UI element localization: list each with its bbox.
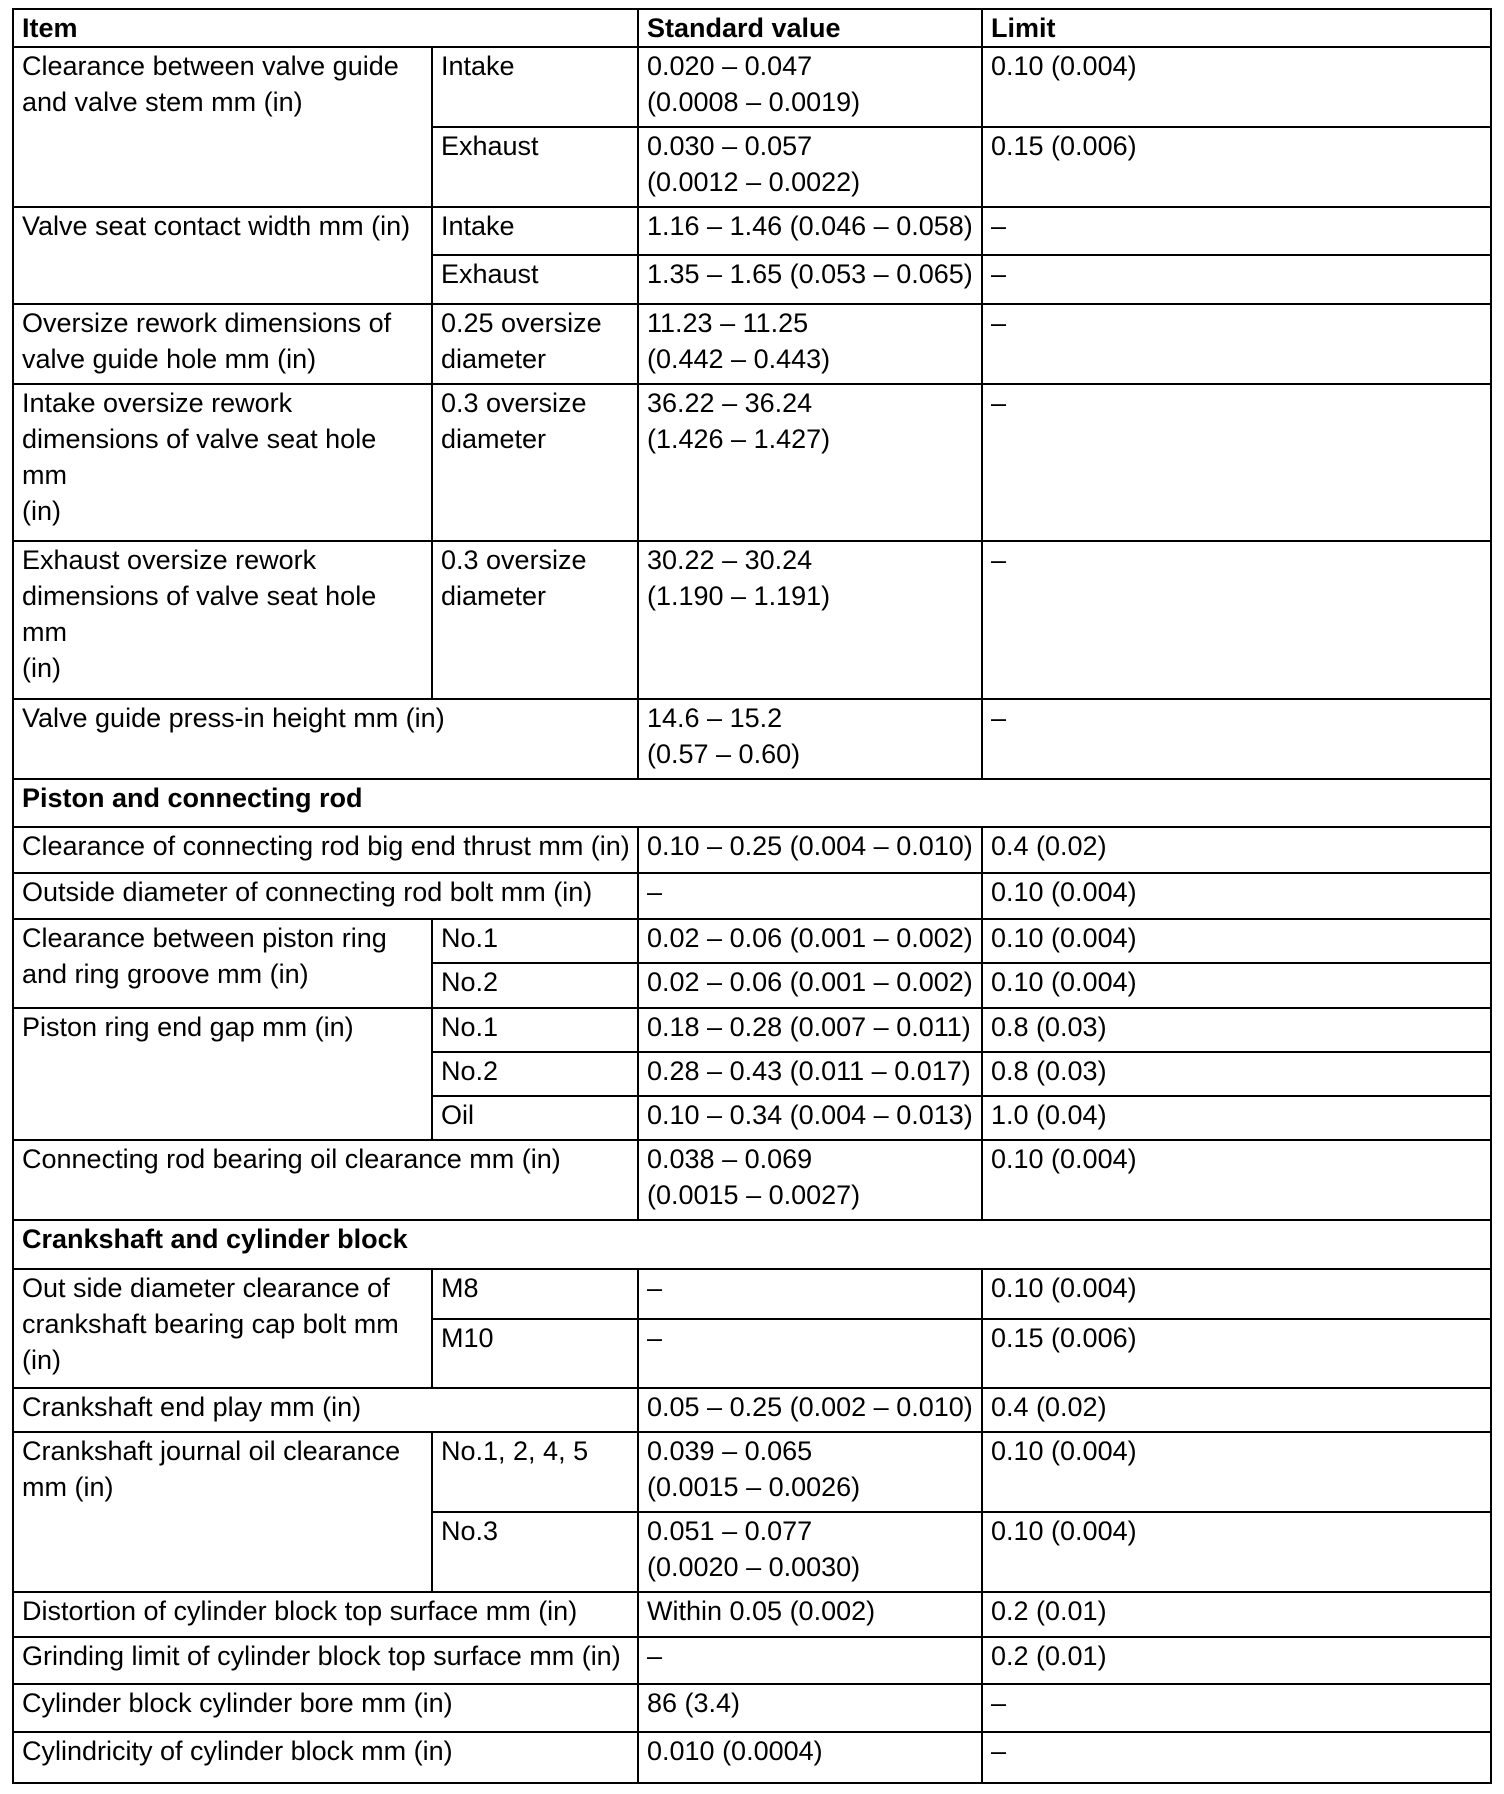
standard-value-cell: – bbox=[638, 1319, 982, 1388]
section-row bbox=[13, 1220, 1491, 1269]
standard-value-cell: 1.16 – 1.46 (0.046 – 0.058) bbox=[638, 207, 982, 256]
sub-item-cell: Oil bbox=[432, 1096, 638, 1140]
table-row bbox=[13, 207, 1491, 256]
limit-cell: 0.15 (0.006) bbox=[982, 1319, 1491, 1388]
limit-cell: 0.10 (0.004) bbox=[982, 873, 1491, 919]
limit-cell: 0.10 (0.004) bbox=[982, 1512, 1491, 1592]
header-limit: Limit bbox=[982, 9, 1491, 47]
section-heading: Piston and connecting rod bbox=[13, 779, 1491, 828]
limit-cell: 0.2 (0.01) bbox=[982, 1592, 1491, 1637]
limit-cell: – bbox=[982, 699, 1491, 779]
table-row bbox=[13, 1592, 1491, 1637]
limit-cell: 0.4 (0.02) bbox=[982, 827, 1491, 872]
standard-value-cell: – bbox=[638, 1637, 982, 1685]
item-cell: Crankshaft end play mm (in) bbox=[13, 1388, 638, 1432]
item-cell: Outside diameter of connecting rod bolt mm (in) bbox=[13, 873, 638, 919]
table-row bbox=[13, 699, 1491, 779]
standard-value-cell: 0.10 – 0.34 (0.004 – 0.013) bbox=[638, 1096, 982, 1140]
limit-cell: – bbox=[982, 304, 1491, 384]
table-row bbox=[13, 1388, 1491, 1432]
limit-cell: – bbox=[982, 1684, 1491, 1732]
limit-cell: – bbox=[982, 255, 1491, 304]
limit-cell: 0.10 (0.004) bbox=[982, 47, 1491, 127]
table-row bbox=[13, 1637, 1491, 1685]
item-cell: Intake oversize rework dimensions of valve seat hole mm (in) bbox=[13, 384, 432, 542]
standard-value-cell: 0.02 – 0.06 (0.001 – 0.002) bbox=[638, 963, 982, 1007]
table-row bbox=[13, 304, 1491, 384]
standard-value-cell: 0.051 – 0.077 (0.0020 – 0.0030) bbox=[638, 1512, 982, 1592]
sub-item-cell: No.2 bbox=[432, 963, 638, 1007]
sub-item-cell: No.2 bbox=[432, 1052, 638, 1096]
limit-cell: 0.2 (0.01) bbox=[982, 1637, 1491, 1685]
table-row bbox=[13, 1008, 1491, 1052]
standard-value-cell: 86 (3.4) bbox=[638, 1684, 982, 1732]
header-row bbox=[13, 9, 1491, 47]
limit-cell: 0.10 (0.004) bbox=[982, 963, 1491, 1007]
table-row bbox=[13, 919, 1491, 963]
limit-cell: 0.10 (0.004) bbox=[982, 919, 1491, 963]
item-cell: Out side diameter clearance of crankshaft bearing cap bolt mm (in) bbox=[13, 1269, 432, 1388]
limit-cell: 0.10 (0.004) bbox=[982, 1269, 1491, 1319]
item-cell: Clearance between piston ring and ring groove mm (in) bbox=[13, 919, 432, 1008]
standard-value-cell: 0.038 – 0.069 (0.0015 – 0.0027) bbox=[638, 1140, 982, 1220]
standard-value-cell: – bbox=[638, 873, 982, 919]
standard-value-cell: 0.020 – 0.047 (0.0008 – 0.0019) bbox=[638, 47, 982, 127]
limit-cell: – bbox=[982, 1732, 1491, 1783]
item-cell: Crankshaft journal oil clearance mm (in) bbox=[13, 1432, 432, 1592]
table-row bbox=[13, 1269, 1491, 1319]
item-cell: Distortion of cylinder block top surface mm (in) bbox=[13, 1592, 638, 1637]
table-row bbox=[13, 1732, 1491, 1783]
header-standard-value: Standard value bbox=[638, 9, 982, 47]
sub-item-cell: No.1, 2, 4, 5 bbox=[432, 1432, 638, 1512]
section-heading: Crankshaft and cylinder block bbox=[13, 1220, 1491, 1269]
standard-value-cell: 0.010 (0.0004) bbox=[638, 1732, 982, 1783]
limit-cell: 0.8 (0.03) bbox=[982, 1052, 1491, 1096]
standard-value-cell: 36.22 – 36.24 (1.426 – 1.427) bbox=[638, 384, 982, 542]
sub-item-cell: 0.3 oversize diameter bbox=[432, 384, 638, 542]
section-row bbox=[13, 779, 1491, 828]
sub-item-cell: No.1 bbox=[432, 919, 638, 963]
standard-value-cell: 1.35 – 1.65 (0.053 – 0.065) bbox=[638, 255, 982, 304]
standard-value-cell: – bbox=[638, 1269, 982, 1319]
table-row bbox=[13, 384, 1491, 542]
item-cell: Connecting rod bearing oil clearance mm (in) bbox=[13, 1140, 638, 1220]
sub-item-cell: Exhaust bbox=[432, 255, 638, 304]
sub-item-cell: M8 bbox=[432, 1269, 638, 1319]
item-cell: Clearance between valve guide and valve stem mm (in) bbox=[13, 47, 432, 207]
table-row bbox=[13, 1140, 1491, 1220]
item-cell: Clearance of connecting rod big end thrust mm (in) bbox=[13, 827, 638, 872]
item-cell: Valve guide press-in height mm (in) bbox=[13, 699, 638, 779]
table-row bbox=[13, 873, 1491, 919]
limit-cell: 0.15 (0.006) bbox=[982, 127, 1491, 207]
spec-table bbox=[12, 8, 1492, 1784]
standard-value-cell: 0.10 – 0.25 (0.004 – 0.010) bbox=[638, 827, 982, 872]
sub-item-cell: No.3 bbox=[432, 1512, 638, 1592]
limit-cell: – bbox=[982, 541, 1491, 699]
item-cell: Valve seat contact width mm (in) bbox=[13, 207, 432, 304]
sub-item-cell: 0.25 oversize diameter bbox=[432, 304, 638, 384]
sub-item-cell: 0.3 oversize diameter bbox=[432, 541, 638, 699]
standard-value-cell: Within 0.05 (0.002) bbox=[638, 1592, 982, 1637]
limit-cell: 0.4 (0.02) bbox=[982, 1388, 1491, 1432]
header-item: Item bbox=[13, 9, 638, 47]
limit-cell: 0.10 (0.004) bbox=[982, 1432, 1491, 1512]
limit-cell: 1.0 (0.04) bbox=[982, 1096, 1491, 1140]
limit-cell: – bbox=[982, 384, 1491, 542]
limit-cell: – bbox=[982, 207, 1491, 256]
standard-value-cell: 11.23 – 11.25 (0.442 – 0.443) bbox=[638, 304, 982, 384]
item-cell: Cylindricity of cylinder block mm (in) bbox=[13, 1732, 638, 1783]
sub-item-cell: Intake bbox=[432, 47, 638, 127]
sub-item-cell: M10 bbox=[432, 1319, 638, 1388]
item-cell: Exhaust oversize rework dimensions of valve seat hole mm (in) bbox=[13, 541, 432, 699]
standard-value-cell: 0.28 – 0.43 (0.011 – 0.017) bbox=[638, 1052, 982, 1096]
standard-value-cell: 0.02 – 0.06 (0.001 – 0.002) bbox=[638, 919, 982, 963]
item-cell: Grinding limit of cylinder block top surface mm (in) bbox=[13, 1637, 638, 1685]
limit-cell: 0.10 (0.004) bbox=[982, 1140, 1491, 1220]
standard-value-cell: 14.6 – 15.2 (0.57 – 0.60) bbox=[638, 699, 982, 779]
sub-item-cell: No.1 bbox=[432, 1008, 638, 1052]
item-cell: Piston ring end gap mm (in) bbox=[13, 1008, 432, 1141]
table-row bbox=[13, 1432, 1491, 1512]
sub-item-cell: Exhaust bbox=[432, 127, 638, 207]
limit-cell: 0.8 (0.03) bbox=[982, 1008, 1491, 1052]
sub-item-cell: Intake bbox=[432, 207, 638, 256]
table-row bbox=[13, 47, 1491, 127]
item-cell: Oversize rework dimensions of valve guide hole mm (in) bbox=[13, 304, 432, 384]
standard-value-cell: 0.05 – 0.25 (0.002 – 0.010) bbox=[638, 1388, 982, 1432]
item-cell: Cylinder block cylinder bore mm (in) bbox=[13, 1684, 638, 1732]
table-row bbox=[13, 827, 1491, 872]
table-row bbox=[13, 541, 1491, 699]
standard-value-cell: 0.18 – 0.28 (0.007 – 0.011) bbox=[638, 1008, 982, 1052]
standard-value-cell: 0.039 – 0.065 (0.0015 – 0.0026) bbox=[638, 1432, 982, 1512]
standard-value-cell: 30.22 – 30.24 (1.190 – 1.191) bbox=[638, 541, 982, 699]
standard-value-cell: 0.030 – 0.057 (0.0012 – 0.0022) bbox=[638, 127, 982, 207]
table-row bbox=[13, 1684, 1491, 1732]
